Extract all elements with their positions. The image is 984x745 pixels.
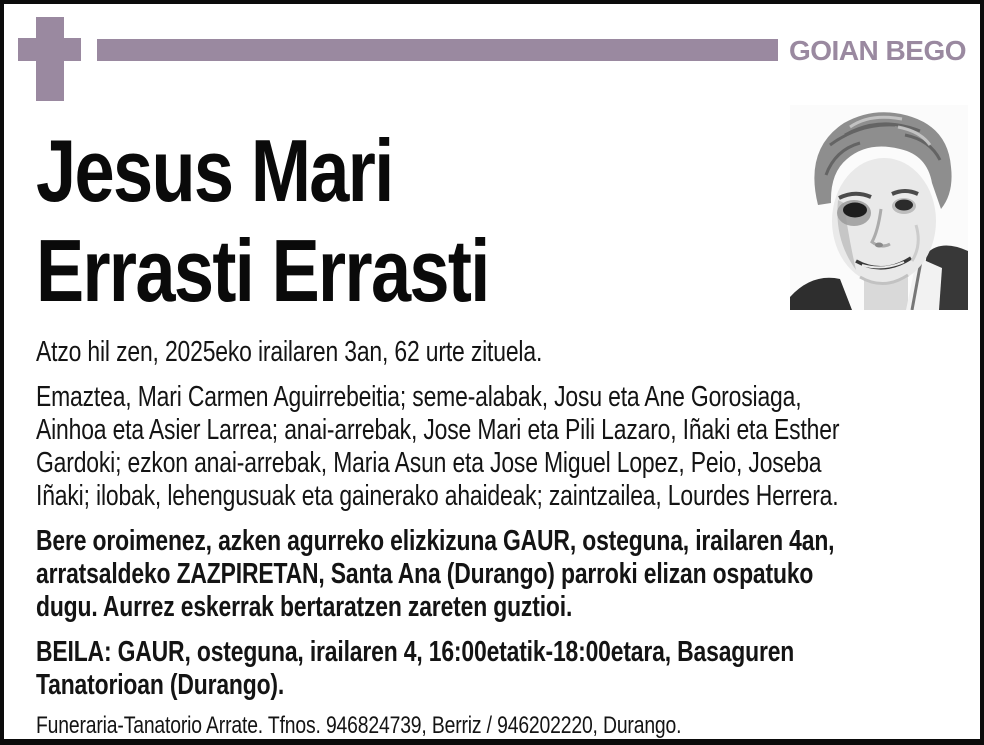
cross-icon-horizontal-arm (18, 38, 81, 61)
funeral-line: dugu. Aurrez eskerrak bertaratzen zareten guztioi. (36, 591, 573, 623)
family-line: Emaztea, Mari Carmen Aguirrebeitia; seme-alabak, Josu eta Ane Gorosiaga, (36, 381, 802, 413)
portrait-photo (790, 105, 968, 310)
funeral-home-footer (36, 712, 980, 739)
death-date-paragraph (36, 336, 980, 369)
family-paragraph (36, 381, 980, 513)
wake-line: BEILA: GAUR, osteguna, irailaren 4, 16:00etatik-18:00etara, Basaguren (36, 636, 795, 668)
wake-info-paragraph (36, 636, 980, 702)
deceased-name-line-1: Jesus Mari (36, 121, 393, 220)
motto-goian-bego: GOIAN BEGO (788, 35, 966, 66)
wake-line: Tanatorioan (Durango). (36, 669, 285, 701)
funeral-home-line: Funeraria-Tanatorio Arrate. Tfnos. 946824739, Berriz / 946202220, Durango. (36, 712, 682, 739)
funeral-announcement-paragraph (36, 525, 980, 624)
header-rule (97, 39, 778, 61)
death-date-line: Atzo hil zen, 2025eko irailaren 3an, 62 urte zituela. (36, 336, 543, 368)
funeral-line: arratsaldeko ZAZPIRETAN, Santa Ana (Durango) parroki elizan ospatuko (36, 558, 814, 590)
family-line: Gardoki; ezkon anai-arrebak, Maria Asun eta Jose Miguel Lopez, Peio, Joseba (36, 447, 822, 479)
deceased-name (36, 121, 588, 321)
funeral-line: Bere oroimenez, azken agurreko elizkizuna GAUR, osteguna, irailaren 4an, (36, 525, 835, 557)
deceased-name-line-2: Errasti Errasti (36, 221, 489, 320)
notice-body (36, 336, 980, 745)
family-line: Iñaki; ilobak, lehengusuak eta gainerako ahaideak; zaintzailea, Lourdes Herrera. (36, 480, 839, 512)
portrait-photo-image (790, 105, 968, 310)
family-line: Ainhoa eta Asier Larrea; anai-arrebak, Jose Mari eta Pili Lazaro, Iñaki eta Esther (36, 414, 840, 446)
